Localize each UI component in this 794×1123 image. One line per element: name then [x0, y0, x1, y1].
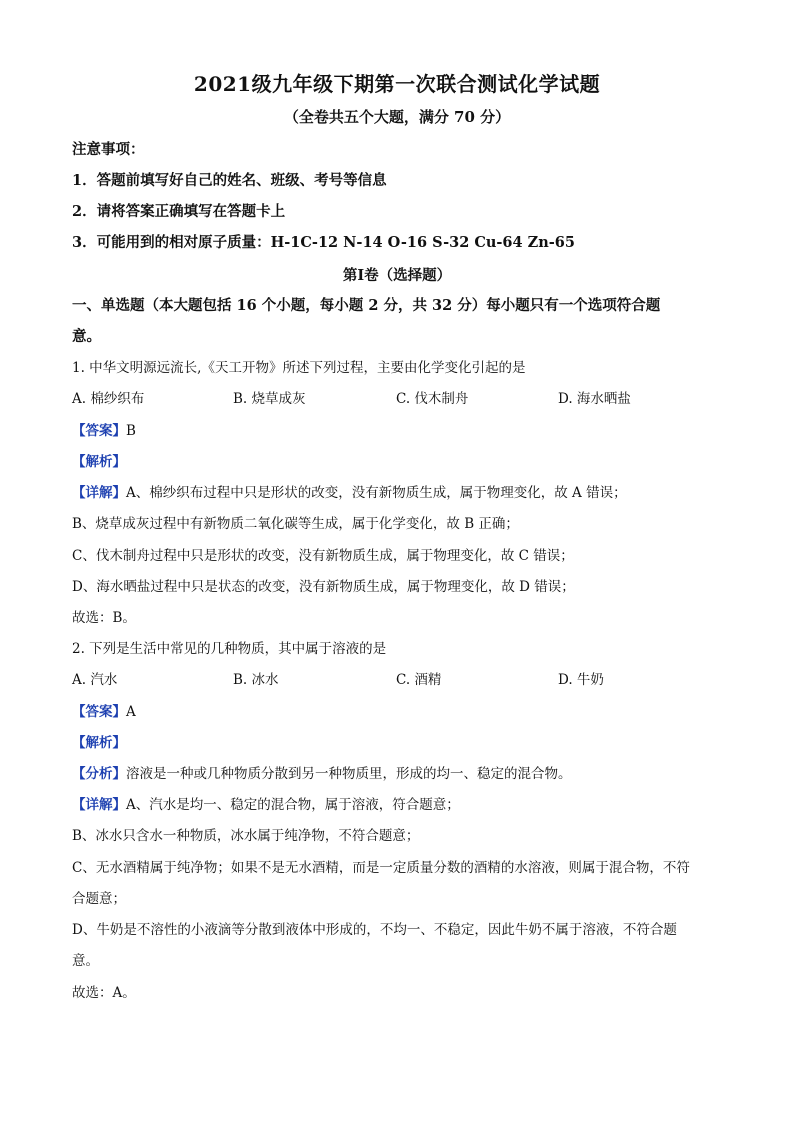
option-b: B. 烧草成灰	[233, 391, 306, 407]
option-b: B. 冰水	[233, 672, 279, 688]
explanation-line: 【分析】溶液是一种或几种物质分散到另一种物质里，形成的均一、稳定的混合物。	[72, 766, 572, 782]
explanation-line: 意。	[72, 953, 99, 969]
section-title: 第Ⅰ卷（选择题）	[342, 267, 452, 284]
explanation-line: B、冰水只含水一种物质，冰水属于纯净物，不符合题意；	[72, 828, 420, 844]
answer-tag: 【答案】	[72, 704, 126, 720]
explanation-line: 合题意；	[72, 891, 126, 907]
answer-tag: 【答案】	[72, 423, 126, 439]
explanation-line: D、海水晒盐过程中只是状态的改变，没有新物质生成，属于物理变化，故 D 错误；	[72, 579, 575, 595]
page-subtitle: （全卷共五个大题，满分 70 分）	[283, 108, 511, 126]
explanation-line: B、烧草成灰过程中有新物质二氧化碳等生成，属于化学变化，故 B 正确；	[72, 516, 519, 532]
answer-line	[72, 421, 136, 441]
answer-value: B	[126, 423, 136, 439]
option-d: D. 牛奶	[558, 672, 604, 688]
explanation-line: 故选：A。	[72, 985, 136, 1001]
answer-value: A	[126, 704, 136, 720]
explanation-line: D、牛奶是不溶性的小液滴等分散到液体中形成的，不均一、不稳定，因此牛奶不属于溶液，不符合题	[72, 922, 677, 938]
option-c: C. 伐木制舟	[396, 391, 469, 407]
notes-heading: 注意事项：	[72, 141, 145, 158]
question-stem: 2. 下列是生活中常见的几种物质，其中属于溶液的是	[72, 641, 387, 657]
note-item: 3．可能用到的相对原子质量：H-1C-12 N-14 O-16 S-32 Cu-64 Zn-65	[72, 234, 575, 251]
option-a: A. 汽水	[72, 672, 118, 688]
option-d: D. 海水晒盐	[558, 391, 631, 407]
analysis-tag: 【解析】	[72, 454, 126, 470]
answer-line	[72, 702, 136, 722]
note-item: 1．答题前填写好自己的姓名、班级、考号等信息	[72, 172, 387, 189]
option-c: C. 酒精	[396, 672, 442, 688]
note-item: 2．请将答案正确填写在答题卡上	[72, 203, 286, 220]
page-title: 2021级九年级下期第一次联合测试化学试题	[193, 72, 601, 96]
explanation-line: 故选：B。	[72, 610, 136, 626]
explanation-line: C、伐木制舟过程中只是形状的改变，没有新物质生成，属于物理变化，故 C 错误；	[72, 548, 574, 564]
option-a: A. 棉纱织布	[72, 391, 145, 407]
part-instructions-cont: 意。	[72, 328, 101, 345]
explanation-line: 【详解】A、汽水是均一、稳定的混合物，属于溶液，符合题意；	[72, 797, 460, 813]
explanation-line: C、无水酒精属于纯净物；如果不是无水酒精，而是一定质量分数的酒精的水溶液，则属于混合物，不符	[72, 860, 690, 876]
question-stem: 1. 中华文明源远流长,《天工开物》所述下列过程，主要由化学变化引起的是	[72, 360, 526, 376]
analysis-tag: 【解析】	[72, 735, 126, 751]
part-instructions: 一、单选题（本大题包括 16 个小题，每小题 2 分，共 32 分）每小题只有一个选项符合题	[72, 297, 661, 314]
explanation-line: 【详解】A、棉纱织布过程中只是形状的改变，没有新物质生成，属于物理变化，故 A 错误；	[72, 485, 627, 501]
